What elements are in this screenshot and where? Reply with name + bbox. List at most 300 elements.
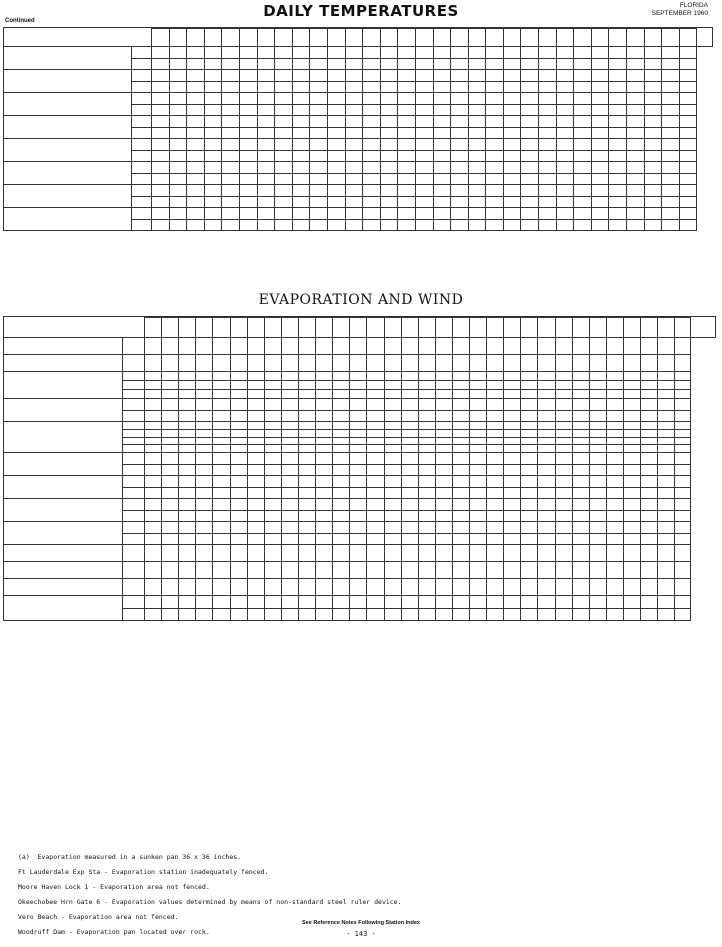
data-cell (644, 219, 662, 231)
data-cell (624, 533, 641, 545)
data-cell (487, 608, 504, 621)
data-cell (433, 58, 451, 70)
data-cell (380, 70, 398, 82)
data-cell (179, 381, 196, 390)
data-cell (350, 390, 367, 399)
data-cell (572, 390, 589, 399)
data-cell (384, 429, 401, 437)
data-cell (658, 522, 675, 534)
data-cell (333, 562, 350, 579)
data-cell (281, 522, 298, 534)
data-cell (624, 399, 641, 411)
element-label (122, 522, 144, 534)
data-cell (222, 162, 240, 174)
data-cell (468, 104, 486, 116)
data-cell (418, 429, 435, 437)
data-cell (169, 104, 187, 116)
element-label (132, 127, 152, 139)
data-cell (556, 93, 574, 105)
data-cell (187, 58, 205, 70)
data-cell (609, 47, 627, 59)
data-cell (230, 453, 247, 465)
element-label (132, 219, 152, 231)
data-cell (401, 464, 418, 476)
data-cell (275, 93, 293, 105)
data-cell (162, 453, 179, 465)
data-cell (316, 596, 333, 609)
data-cell (606, 372, 623, 381)
data-cell (538, 510, 555, 522)
data-cell (316, 429, 333, 437)
data-cell (345, 58, 363, 70)
data-cell (641, 372, 658, 381)
data-cell (380, 219, 398, 231)
data-cell (609, 81, 627, 93)
data-cell (574, 219, 592, 231)
data-cell (486, 162, 504, 174)
data-cell (609, 58, 627, 70)
data-cell (179, 453, 196, 465)
data-cell (433, 116, 451, 128)
element-label (132, 150, 152, 162)
data-cell (247, 476, 264, 488)
data-cell (675, 579, 691, 596)
data-cell (316, 390, 333, 399)
data-cell (187, 173, 205, 185)
data-cell (574, 139, 592, 151)
data-cell (367, 410, 384, 422)
data-cell (435, 476, 452, 488)
data-cell (624, 437, 641, 445)
data-cell (257, 70, 275, 82)
data-cell (367, 545, 384, 562)
day-number (350, 318, 367, 338)
data-cell (257, 104, 275, 116)
data-cell (327, 139, 345, 151)
data-cell (204, 139, 222, 151)
data-cell (644, 116, 662, 128)
data-cell (247, 596, 264, 609)
station-name (4, 139, 132, 162)
data-cell (398, 93, 416, 105)
data-cell (239, 127, 257, 139)
data-cell (162, 533, 179, 545)
element-label (132, 162, 152, 174)
data-cell (435, 453, 452, 465)
data-cell (538, 533, 555, 545)
data-cell (239, 47, 257, 59)
data-cell (292, 116, 310, 128)
data-cell (363, 219, 381, 231)
data-cell (468, 58, 486, 70)
data-cell (316, 608, 333, 621)
station-name (4, 208, 132, 231)
data-cell (179, 608, 196, 621)
reference-note: See Reference Notes Following Station Index (302, 920, 420, 926)
data-cell (487, 562, 504, 579)
data-cell (433, 162, 451, 174)
day-number (415, 29, 433, 47)
data-cell (230, 545, 247, 562)
data-cell (538, 372, 555, 381)
data-cell (521, 608, 538, 621)
data-cell (401, 355, 418, 372)
data-cell (470, 562, 487, 579)
data-cell (572, 476, 589, 488)
data-cell (230, 510, 247, 522)
element-label (122, 562, 144, 579)
element-label (122, 338, 144, 355)
data-cell (367, 579, 384, 596)
state-label: FLORIDA (679, 2, 708, 9)
data-cell (384, 372, 401, 381)
data-cell (204, 173, 222, 185)
data-cell (179, 522, 196, 534)
data-cell (367, 487, 384, 499)
data-cell (539, 219, 557, 231)
data-cell (487, 476, 504, 488)
data-cell (367, 429, 384, 437)
day-number (169, 29, 187, 47)
data-cell (350, 422, 367, 430)
data-cell (555, 381, 572, 390)
data-cell (503, 150, 521, 162)
data-cell (486, 81, 504, 93)
data-cell (589, 390, 606, 399)
data-cell (333, 422, 350, 430)
data-cell (162, 399, 179, 411)
data-cell (264, 355, 281, 372)
data-cell (275, 208, 293, 220)
data-cell (196, 422, 213, 430)
data-cell (452, 422, 469, 430)
data-cell (333, 510, 350, 522)
data-cell (452, 437, 469, 445)
data-cell (451, 196, 469, 208)
data-cell (345, 104, 363, 116)
data-cell (452, 522, 469, 534)
data-cell (363, 104, 381, 116)
data-cell (555, 545, 572, 562)
data-cell (606, 422, 623, 430)
element-label (132, 208, 152, 220)
data-cell (162, 429, 179, 437)
day-number (538, 318, 555, 338)
data-cell (333, 338, 350, 355)
data-cell (196, 399, 213, 411)
data-cell (591, 196, 609, 208)
data-cell (675, 338, 691, 355)
data-cell (401, 487, 418, 499)
data-cell (350, 533, 367, 545)
data-cell (470, 596, 487, 609)
data-cell (451, 58, 469, 70)
data-cell (451, 208, 469, 220)
data-cell (627, 47, 645, 59)
data-cell (468, 173, 486, 185)
element-label (122, 608, 144, 621)
element-label (132, 185, 152, 197)
data-cell (367, 381, 384, 390)
data-cell (452, 355, 469, 372)
data-cell (333, 429, 350, 437)
data-cell (333, 390, 350, 399)
note-line: (a) Evaporation measured in a sunken pan 36 x 36 inches. (18, 853, 242, 861)
data-cell (606, 464, 623, 476)
data-cell (624, 510, 641, 522)
data-cell (470, 437, 487, 445)
data-cell (538, 596, 555, 609)
day-number (316, 318, 333, 338)
data-cell (230, 499, 247, 511)
data-cell (367, 372, 384, 381)
data-cell (503, 116, 521, 128)
data-cell (257, 208, 275, 220)
data-cell (624, 429, 641, 437)
data-cell (606, 399, 623, 411)
data-cell (662, 185, 680, 197)
data-cell (275, 104, 293, 116)
day-number (556, 29, 574, 47)
data-cell (486, 116, 504, 128)
data-cell (230, 437, 247, 445)
data-cell (310, 150, 328, 162)
data-cell (556, 162, 574, 174)
data-cell (589, 476, 606, 488)
data-cell (679, 116, 697, 128)
data-cell (504, 381, 521, 390)
data-cell (247, 608, 264, 621)
data-cell (435, 437, 452, 445)
data-cell (169, 93, 187, 105)
data-cell (239, 173, 257, 185)
data-cell (675, 476, 691, 488)
data-cell (162, 390, 179, 399)
data-cell (384, 562, 401, 579)
data-cell (574, 47, 592, 59)
data-cell (281, 338, 298, 355)
station-name (4, 579, 123, 596)
data-cell (452, 372, 469, 381)
data-cell (662, 173, 680, 185)
data-cell (470, 476, 487, 488)
data-cell (503, 47, 521, 59)
data-cell (264, 338, 281, 355)
data-cell (401, 390, 418, 399)
data-cell (350, 399, 367, 411)
data-cell (521, 173, 539, 185)
data-cell (679, 70, 697, 82)
data-cell (264, 410, 281, 422)
data-cell (641, 422, 658, 430)
data-cell (310, 58, 328, 70)
data-cell (144, 399, 161, 411)
data-cell (247, 499, 264, 511)
data-cell (380, 104, 398, 116)
data-cell (213, 410, 230, 422)
data-cell (435, 510, 452, 522)
data-cell (292, 150, 310, 162)
data-cell (298, 445, 315, 453)
data-cell (418, 562, 435, 579)
data-cell (196, 445, 213, 453)
data-cell (350, 487, 367, 499)
data-cell (367, 608, 384, 621)
data-cell (591, 70, 609, 82)
data-cell (298, 608, 315, 621)
data-cell (380, 150, 398, 162)
data-cell (292, 127, 310, 139)
data-cell (572, 355, 589, 372)
data-cell (333, 399, 350, 411)
data-cell (521, 510, 538, 522)
data-cell (345, 219, 363, 231)
data-cell (487, 338, 504, 355)
data-cell (230, 381, 247, 390)
station-header (4, 317, 145, 338)
data-cell (275, 196, 293, 208)
data-cell (418, 399, 435, 411)
station-row (4, 596, 716, 609)
data-cell (187, 81, 205, 93)
data-cell (316, 410, 333, 422)
data-cell (257, 47, 275, 59)
data-cell (281, 422, 298, 430)
data-cell (281, 410, 298, 422)
data-cell (144, 476, 161, 488)
data-cell (644, 104, 662, 116)
day-number (204, 29, 222, 47)
data-cell (196, 510, 213, 522)
data-cell (316, 445, 333, 453)
data-cell (179, 533, 196, 545)
data-cell (555, 522, 572, 534)
data-cell (162, 422, 179, 430)
data-cell (298, 390, 315, 399)
data-cell (401, 499, 418, 511)
data-cell (451, 47, 469, 59)
data-cell (398, 185, 416, 197)
data-cell (641, 499, 658, 511)
data-cell (196, 596, 213, 609)
data-cell (144, 422, 161, 430)
data-cell (556, 116, 574, 128)
data-cell (675, 437, 691, 445)
data-cell (384, 545, 401, 562)
data-cell (418, 522, 435, 534)
data-cell (196, 355, 213, 372)
data-cell (606, 410, 623, 422)
data-cell (367, 499, 384, 511)
data-cell (521, 533, 538, 545)
data-cell (345, 196, 363, 208)
data-cell (487, 422, 504, 430)
data-cell (486, 219, 504, 231)
day-number (451, 29, 469, 47)
data-cell (213, 390, 230, 399)
data-cell (398, 173, 416, 185)
day-number (574, 29, 592, 47)
data-cell (644, 93, 662, 105)
data-cell (468, 219, 486, 231)
data-cell (204, 47, 222, 59)
data-cell (316, 422, 333, 430)
data-cell (609, 93, 627, 105)
data-cell (433, 185, 451, 197)
data-cell (152, 104, 170, 116)
element-label (122, 596, 144, 609)
data-cell (555, 399, 572, 411)
day-number (591, 29, 609, 47)
data-cell (606, 476, 623, 488)
data-cell (470, 533, 487, 545)
data-cell (504, 422, 521, 430)
data-cell (367, 390, 384, 399)
data-cell (679, 127, 697, 139)
day-number (327, 29, 345, 47)
station-row (4, 338, 716, 355)
data-cell (675, 355, 691, 372)
data-cell (398, 104, 416, 116)
data-cell (609, 150, 627, 162)
data-cell (658, 608, 675, 621)
station-row (4, 70, 713, 82)
temperature-table (3, 27, 713, 231)
data-cell (281, 510, 298, 522)
data-cell (350, 464, 367, 476)
element-label (132, 173, 152, 185)
data-cell (555, 533, 572, 545)
data-cell (264, 437, 281, 445)
data-cell (222, 81, 240, 93)
data-cell (327, 58, 345, 70)
data-cell (401, 579, 418, 596)
data-cell (213, 437, 230, 445)
data-cell (452, 429, 469, 437)
data-cell (470, 608, 487, 621)
data-cell (162, 338, 179, 355)
station-row (4, 579, 716, 596)
data-cell (213, 596, 230, 609)
day-number (222, 29, 240, 47)
data-cell (606, 445, 623, 453)
data-cell (327, 81, 345, 93)
data-cell (401, 476, 418, 488)
data-cell (662, 58, 680, 70)
data-cell (144, 372, 161, 381)
data-cell (589, 596, 606, 609)
day-number (627, 29, 645, 47)
data-cell (433, 196, 451, 208)
station-name (4, 372, 123, 399)
data-cell (486, 150, 504, 162)
data-cell (187, 104, 205, 116)
data-cell (418, 464, 435, 476)
data-cell (384, 487, 401, 499)
data-cell (310, 173, 328, 185)
data-cell (239, 150, 257, 162)
data-cell (169, 81, 187, 93)
data-cell (641, 533, 658, 545)
data-cell (504, 390, 521, 399)
data-cell (418, 390, 435, 399)
data-cell (213, 429, 230, 437)
data-cell (204, 116, 222, 128)
data-cell (624, 608, 641, 621)
data-cell (247, 562, 264, 579)
data-cell (609, 127, 627, 139)
data-cell (539, 58, 557, 70)
